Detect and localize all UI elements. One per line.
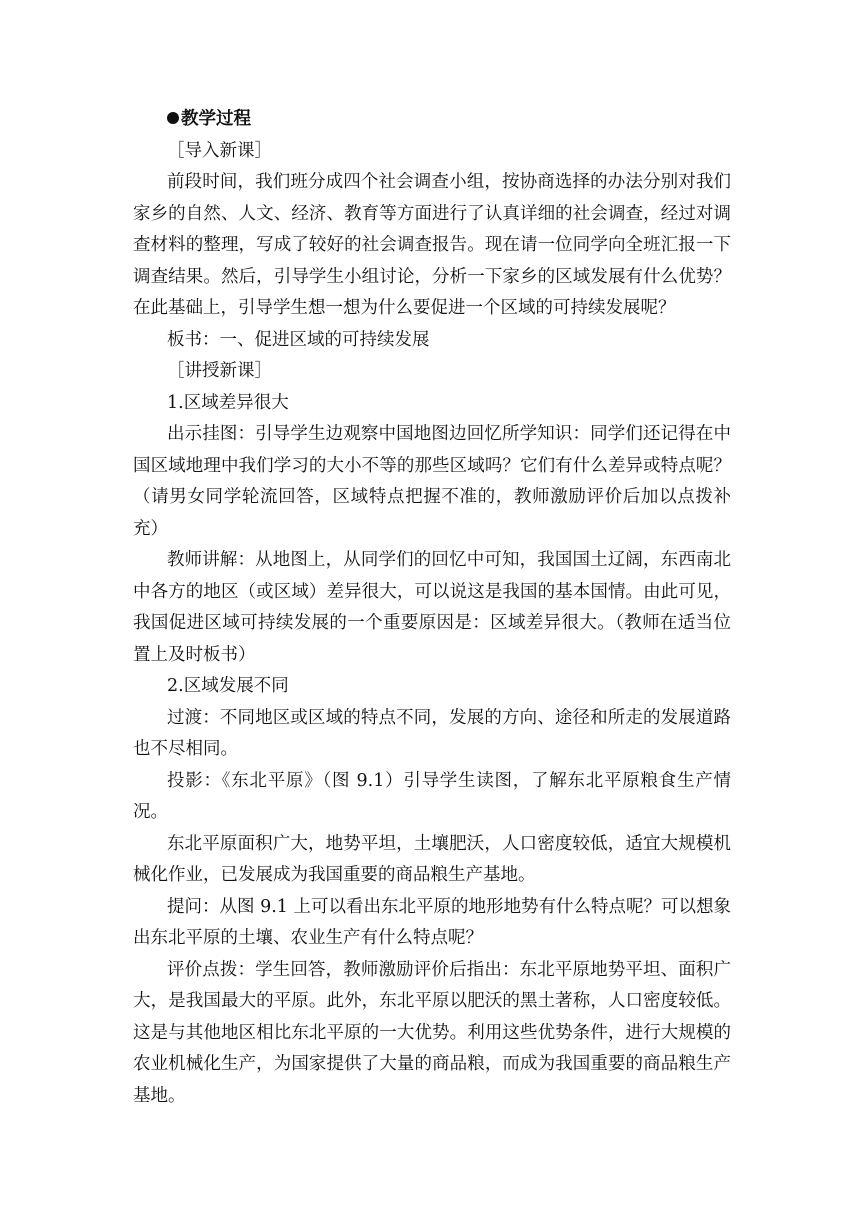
point-heading: 1.区域差异很大 <box>167 392 289 413</box>
section-heading <box>133 104 731 136</box>
subheading-new-lesson: ［讲授新课］ <box>167 361 272 381</box>
document-body <box>133 104 731 1112</box>
paragraph: 东北平原面积广大，地势平坦，土壤肥沃，人口密度较低，适宜大规模机械化作业，已发展成为我国重要的商品粮生产基地。 <box>133 833 731 885</box>
paragraph: 投影：《东北平原》（图 9.1）引导学生读图，了解东北平原粮食生产情况。 <box>133 770 731 822</box>
section-heading-text: 教学过程 <box>181 109 251 129</box>
paragraph: 过渡：不同地区或区域的特点不同，发展的方向、途径和所走的发展道路也不尽相同。 <box>133 707 731 759</box>
paragraph: 评价点拨：学生回答，教师激励评价后指出：东北平原地势平坦、面积广大，是我国最大的平原。此外，东北平原以肥沃的黑土著称，人口密度较低。这是与其他地区相比东北平原的一大优势。利用这些优势条件，进行大规模的农业机械化生产，为国家提供了大量的商品粮，而成为我国重要的商品粮生产基地。 <box>133 959 731 1106</box>
blackboard-note: 板书：一、促进区域的可持续发展 <box>167 329 430 350</box>
paragraph: 前段时间，我们班分成四个社会调查小组，按协商选择的办法分别对我们家乡的自然、人文、经济、教育等方面进行了认真详细的社会调查，经过对调查材料的整理，写成了较好的社会调查报告。现在请一位同学向全班汇报一下调查结果。然后，引导学生小组讨论，分析一下家乡的区域发展有什么优势？在此基础上，引导学生想一想为什么要促进一个区域的可持续发展呢？ <box>133 172 731 318</box>
paragraph: 出示挂图：引导学生边观察中国地图边回忆所学知识：同学们还记得在中国区域地理中我们学习的大小不等的那些区域吗？它们有什么差异或特点呢？（请男女同学轮流回答，区域特点把握不准的，教师激励评价后加以点拨补充） <box>133 424 731 539</box>
subheading-intro: ［导入新课］ <box>167 140 272 161</box>
bullet-icon <box>167 112 179 124</box>
paragraph: 教师讲解：从地图上，从同学们的回忆中可知，我国国土辽阔，东西南北中各方的地区（或区域）差异很大，可以说这是我国的基本国情。由此可见，我国促进区域可持续发展的一个重要原因是：区域差异很大。（教师在适当位置上及时板书） <box>133 550 731 665</box>
point-heading: 2.区域发展不同 <box>167 676 289 696</box>
paragraph: 提问：从图 9.1 上可以看出东北平原的地形地势有什么特点呢？可以想象出东北平原的土壤、农业生产有什么特点呢？ <box>133 896 731 948</box>
